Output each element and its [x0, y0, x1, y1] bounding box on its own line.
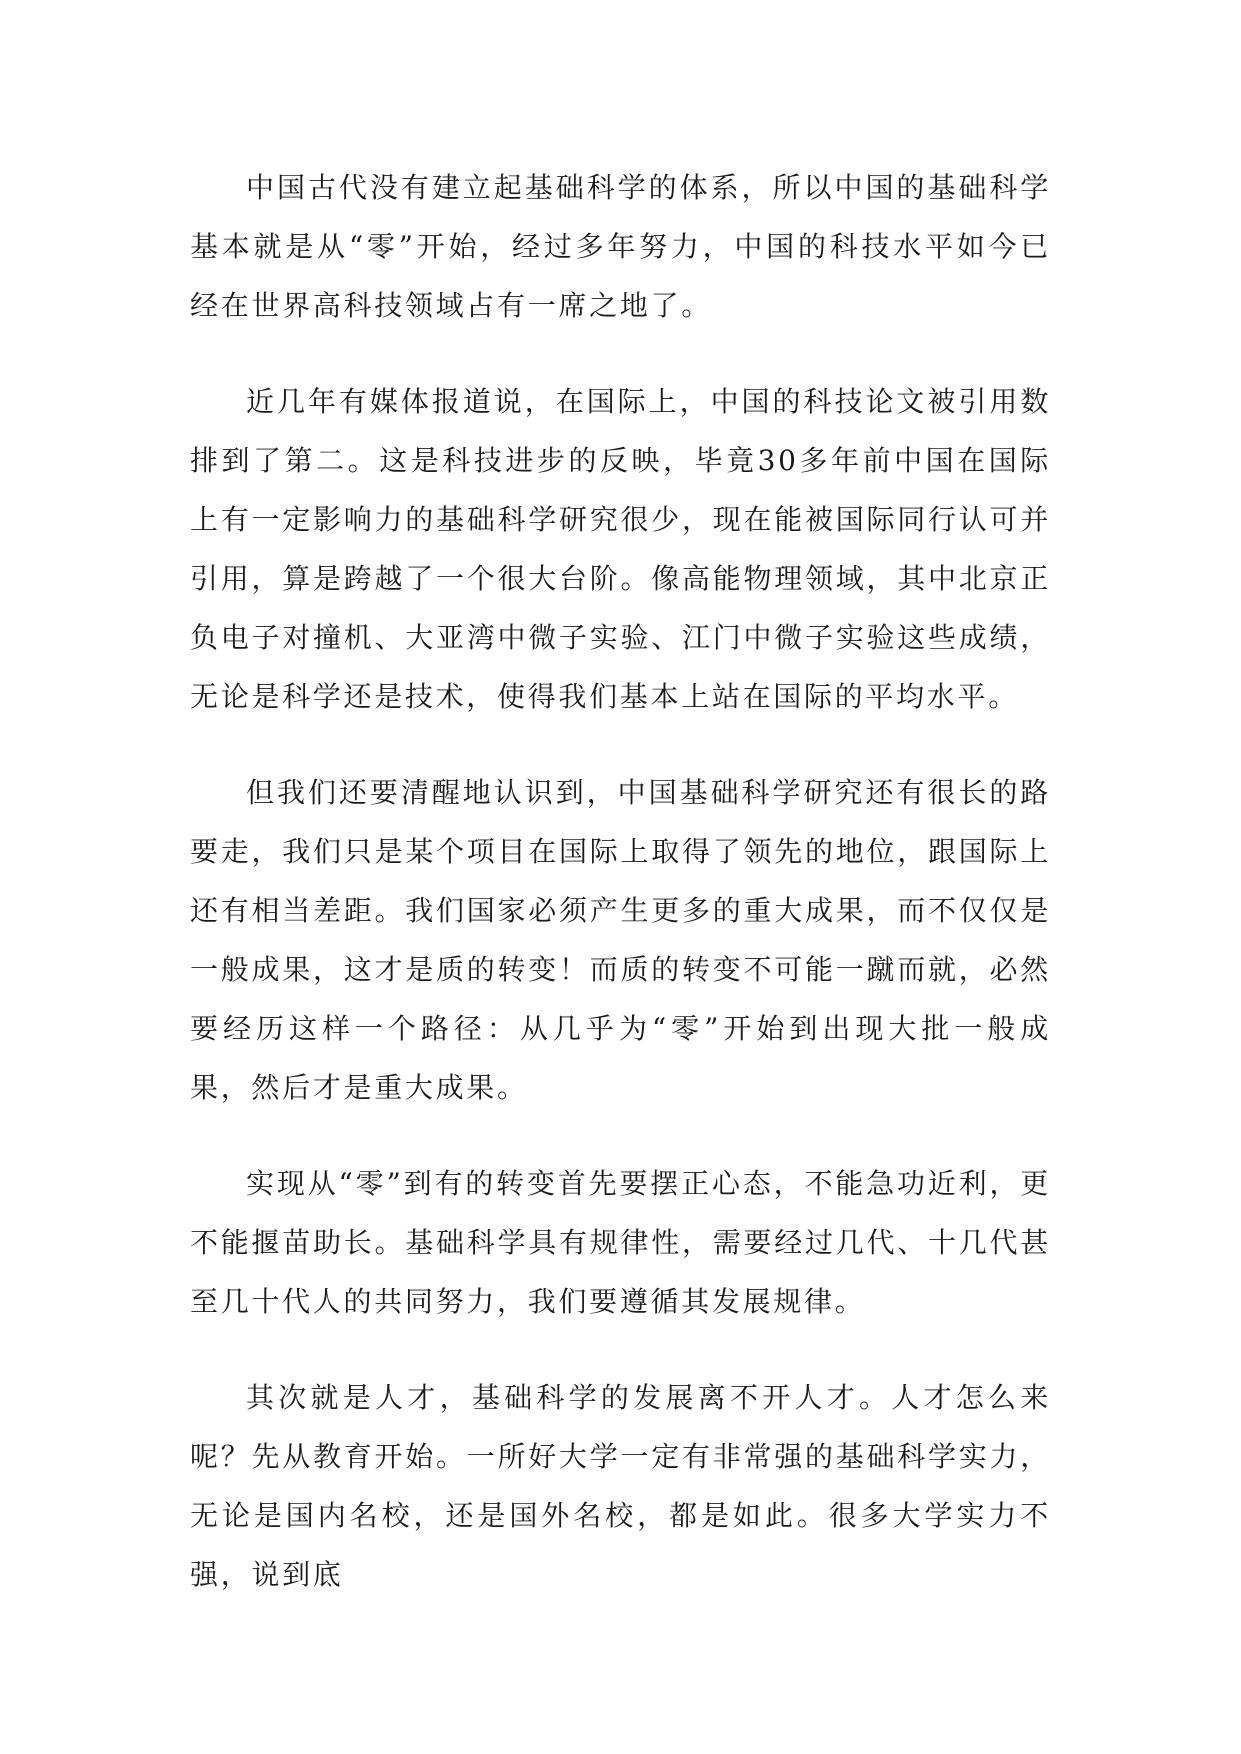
document-body: [190, 158, 1051, 1641]
paragraph-4: 实现从“零”到有的转变首先要摆正心态，不能急功近利，更不能揠苗助长。基础科学具有规律性，需要经过几代、十几代甚至几十代人的共同努力，我们要遵循其发展规律。: [190, 1167, 1051, 1318]
paragraph-5: 其次就是人才，基础科学的发展离不开人才。人才怎么来呢？先从教育开始。一所好大学一定有非常强的基础科学实力，无论是国内名校，还是国外名校，都是如此。很多大学实力不强，说到底: [190, 1381, 1051, 1591]
paragraph-1: 中国古代没有建立起基础科学的体系，所以中国的基础科学基本就是从“零”开始，经过多年努力，中国的科技水平如今已经在世界高科技领域占有一席之地了。: [190, 171, 1051, 322]
paragraph-2: 近几年有媒体报道说，在国际上，中国的科技论文被引用数排到了第二。这是科技进步的反映，毕竟30多年前中国在国际上有一定影响力的基础科学研究很少，现在能被国际同行认可并引用，算是跨越了一个很大台阶。像高能物理领域，其中北京正负电子对撞机、大亚湾中微子实验、江门中微子实验这些成绩，无论是科学还是技术，使得我们基本上站在国际的平均水平。: [190, 385, 1051, 713]
paragraph-3: 但我们还要清醒地认识到，中国基础科学研究还有很长的路要走，我们只是某个项目在国际上取得了领先的地位，跟国际上还有相当差距。我们国家必须产生更多的重大成果，而不仅仅是一般成果，这才是质的转变！而质的转变不可能一蹴而就，必然要经历这样一个路径：从几乎为“零”开始到出现大批一般成果，然后才是重大成果。: [190, 776, 1051, 1104]
